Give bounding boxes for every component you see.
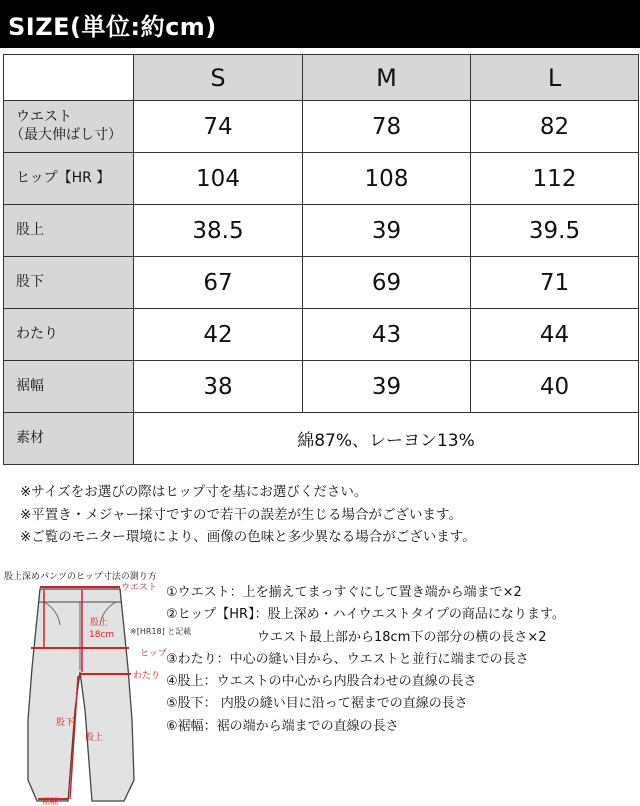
table-row [4, 257, 639, 309]
value-hem-m: 39 [303, 361, 471, 413]
table-corner-cell [4, 55, 134, 101]
value-rise-m: 39 [303, 205, 471, 257]
value-thigh-l: 44 [471, 309, 639, 361]
row-label-thigh: わたり [4, 309, 134, 361]
step-hip-detail: ウエスト最上部から18cm下の部分の横の長さ×2 [166, 629, 547, 645]
value-inseam-s: 67 [134, 257, 303, 309]
hem-label: 裾幅 [42, 797, 58, 806]
value-waist-m: 78 [303, 101, 471, 153]
title-bar [0, 0, 640, 48]
inseam-label: 股下 [56, 718, 75, 728]
hr-note-label: ※[HR18] と記載 [130, 627, 192, 636]
value-thigh-m: 43 [303, 309, 471, 361]
step-waist: ①ウエスト：上を揃えてまっすぐにして置き端から端まで×2 [166, 585, 522, 600]
size-header-s: S [134, 55, 303, 101]
step-hem: ⑥裾幅：裾の端から端までの直線の長さ [166, 718, 399, 734]
note-line: ※平置き・メジャー採寸ですので若干の誤差が生じる場合がございます。 [20, 506, 462, 523]
value-waist-l: 82 [471, 101, 639, 153]
value-hip-m: 108 [303, 153, 471, 205]
note-line: ※ご覧のモニター環境により、画像の色味と多少異なる場合がございます。 [20, 529, 476, 545]
row-label-inseam: 股下 [4, 257, 134, 309]
step-inseam: ⑤股下： 内股の縫い目に沿って裾までの直線の長さ [166, 696, 468, 712]
notes [20, 481, 476, 549]
note-line: ※サイズをお選びの際はヒップ寸を基にお選びください。 [20, 484, 368, 500]
value-inseam-l: 71 [471, 257, 639, 309]
material-row [4, 413, 639, 465]
measurement-steps [166, 582, 565, 738]
table-row [4, 205, 639, 257]
waist-label: ウエスト [121, 583, 158, 593]
value-waist-s: 74 [134, 101, 303, 153]
size-header-m: M [303, 55, 471, 101]
value-hip-l: 112 [471, 153, 639, 205]
row-label-waist-line2: （最大伸ばし寸） [10, 126, 122, 143]
table-row [4, 361, 639, 413]
page-title: SIZE(単位:約cm) [8, 13, 217, 41]
row-label-material: 素材 [4, 413, 134, 465]
diagram-title: 股上深めパンツのヒップ寸法の測り方 [4, 572, 157, 582]
value-material: 綿87%、レーヨン13% [134, 413, 639, 465]
pants-diagram [0, 580, 192, 806]
hip-label: ヒップ [140, 649, 167, 659]
thigh-label: わたり [133, 671, 161, 681]
value-hem-s: 38 [134, 361, 303, 413]
table-row [4, 309, 639, 361]
row-label-waist [4, 101, 134, 153]
rise-side-label: 股上 [85, 733, 104, 743]
row-label-hip: ヒップ【HR 】 [4, 153, 134, 205]
table-row [4, 153, 639, 205]
size-header-row [4, 55, 639, 101]
rise-label-line2: 18cm [89, 630, 115, 640]
row-label-hem: 裾幅 [4, 361, 134, 413]
value-thigh-s: 42 [134, 309, 303, 361]
row-label-rise: 股上 [4, 205, 134, 257]
rise-label-line1: 股上 [90, 618, 109, 628]
step-hip: ②ヒップ【HR】：股上深め・ハイウエストタイプの商品になります。 [166, 607, 565, 623]
size-table [3, 54, 639, 465]
value-hip-s: 104 [134, 153, 303, 205]
value-rise-l: 39.5 [471, 205, 639, 257]
row-label-waist-line1: ウエスト [16, 109, 72, 125]
size-header-l: L [471, 55, 639, 101]
value-rise-s: 38.5 [134, 205, 303, 257]
table-row [4, 101, 639, 153]
step-thigh: ③わたり：中心の縫い目から、ウエストと並行に端までの長さ [166, 651, 529, 667]
step-rise: ④股上：ウエストの中心から内股合わせの直線の長さ [166, 674, 477, 690]
value-inseam-m: 69 [303, 257, 471, 309]
value-hem-l: 40 [471, 361, 639, 413]
